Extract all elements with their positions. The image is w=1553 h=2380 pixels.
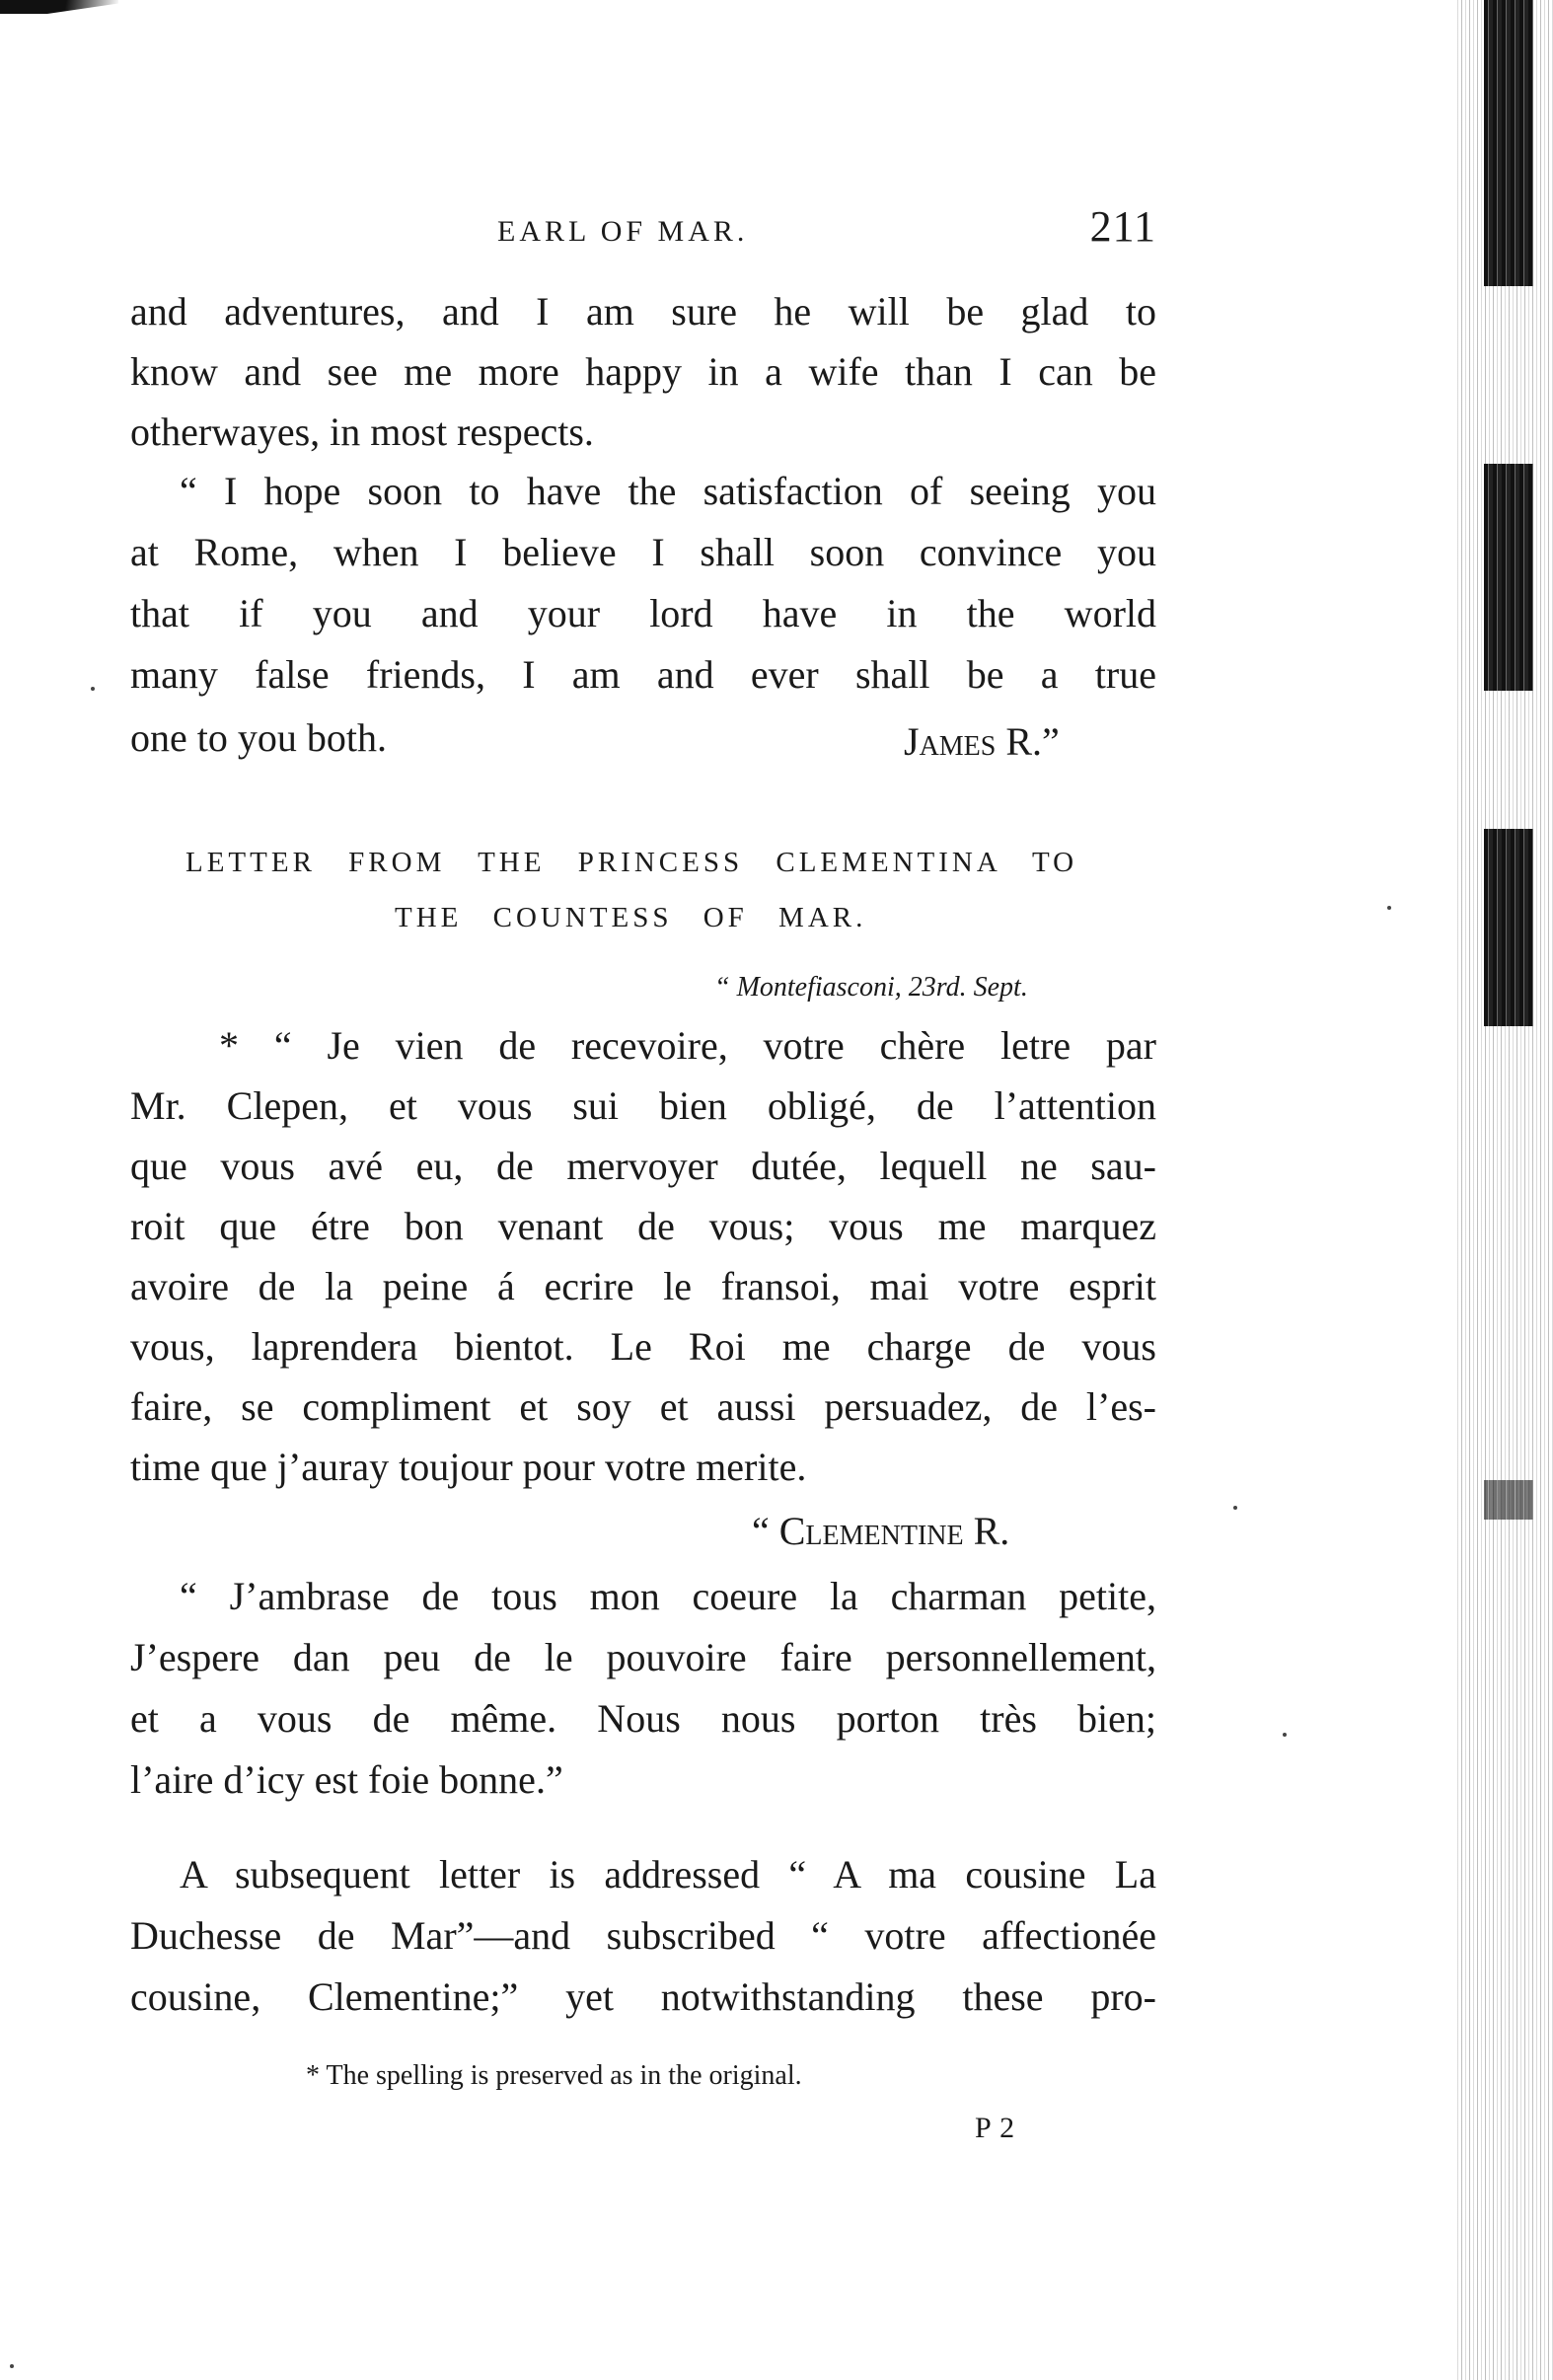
- binding-shadow: [1484, 0, 1533, 286]
- text-line: one to you both.: [130, 715, 387, 760]
- text-line: “ J’ambrase de tous mon coeure la charman petite,: [180, 1574, 1156, 1618]
- signature-james: James R.”: [904, 719, 1060, 764]
- scan-speck: [10, 2364, 14, 2368]
- binding-shadow: [1484, 829, 1533, 1026]
- text-line: * “ Je vien de recevoire, votre chère letre par: [219, 1023, 1156, 1068]
- text-line: time que j’auray toujour pour votre merite.: [130, 1445, 807, 1489]
- text-line: Mr. Clepen, et vous sui bien obligé, de l’attention: [130, 1083, 1156, 1128]
- text-line: J’espere dan peu de le pouvoire faire personnellement,: [130, 1635, 1156, 1679]
- letter-dateline: “ Montefiasconi, 23rd. Sept.: [714, 972, 1028, 1003]
- scan-corner-artifact: [0, 0, 118, 14]
- text-line: faire, se compliment et soy et aussi persuadez, de l’es-: [130, 1384, 1156, 1429]
- text-line: and adventures, and I am sure he will be glad to: [130, 289, 1156, 334]
- text-line: l’aire d’icy est foie bonne.”: [130, 1757, 563, 1802]
- body-text: [130, 0, 1156, 2380]
- text-line: vous, laprendera bientot. Le Roi me charge de vous: [130, 1324, 1156, 1369]
- scan-speck: [1387, 906, 1391, 910]
- scan-speck: [91, 687, 95, 691]
- text-line: otherwayes, in most respects.: [130, 409, 594, 454]
- text-line: A subsequent letter is addressed “ A ma cousine La: [180, 1852, 1156, 1897]
- text-line: many false friends, I am and ever shall be a true: [130, 652, 1156, 697]
- text-line: cousine, Clementine;” yet notwithstanding these pro-: [130, 1974, 1156, 2019]
- scan-speck: [1283, 1733, 1287, 1737]
- scan-speck: [1233, 1506, 1237, 1510]
- running-head: EARL OF MAR.: [497, 215, 749, 248]
- text-line: roit que étre bon venant de vous; vous me marquez: [130, 1204, 1156, 1248]
- signature-mark: P 2: [975, 2112, 1016, 2144]
- text-line: Duchesse de Mar”—and subscribed “ votre affectionée: [130, 1913, 1156, 1958]
- binding-shadow: [1484, 464, 1533, 691]
- text-line: que vous avé eu, de mervoyer dutée, lequell ne sau-: [130, 1144, 1156, 1188]
- binding-shadow: [1484, 1480, 1533, 1520]
- text-line: that if you and your lord have in the world: [130, 591, 1156, 635]
- scan-binding-edge: [1454, 0, 1553, 2380]
- text-line: avoire de la peine á ecrire le fransoi, mai votre esprit: [130, 1264, 1156, 1308]
- letter-heading-line2: THE COUNTESS OF MAR.: [395, 902, 867, 933]
- footnote: * The spelling is preserved as in the original.: [306, 2060, 802, 2091]
- text-line: know and see me more happy in a wife than I can be: [130, 349, 1156, 394]
- text-line: “ I hope soon to have the satisfaction of seeing you: [180, 469, 1156, 513]
- page-number: 211: [1089, 202, 1156, 251]
- text-line: at Rome, when I believe I shall soon convince you: [130, 530, 1156, 574]
- text-line: et a vous de même. Nous nous porton très bien;: [130, 1696, 1156, 1741]
- signature-clementine: “ Clementine R.: [752, 1509, 1010, 1553]
- letter-heading-line1: LETTER FROM THE PRINCESS CLEMENTINA TO: [185, 847, 1078, 878]
